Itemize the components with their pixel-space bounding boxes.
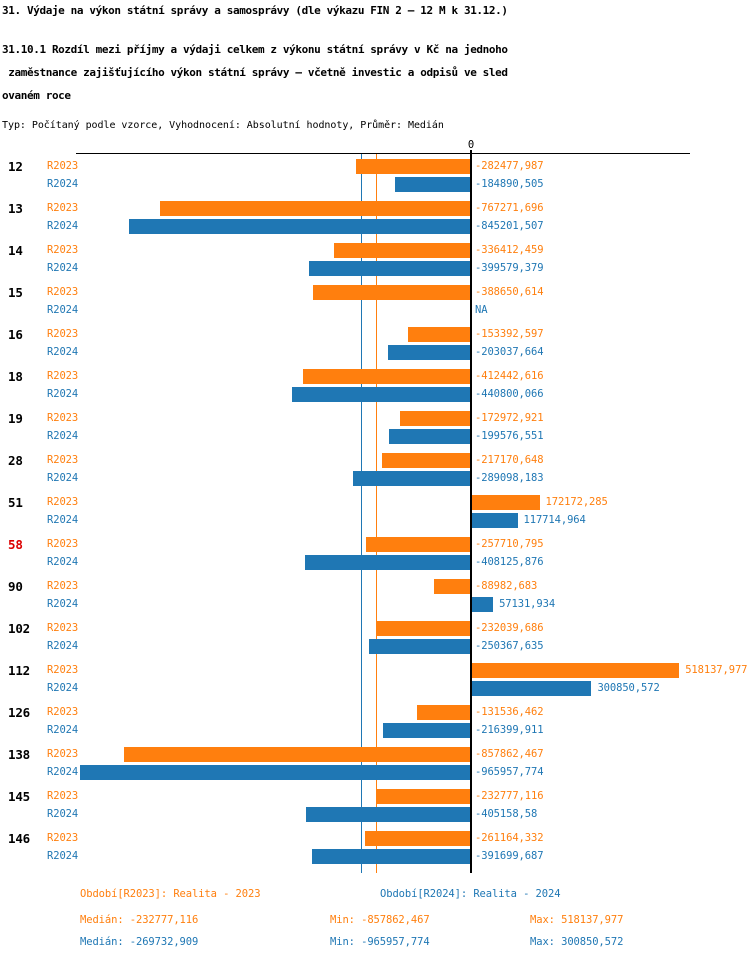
series-label-R2023-16: R2023 xyxy=(47,328,79,340)
series-label-R2024-126: R2024 xyxy=(47,724,79,736)
stat-median-r2024: Medián: -269732,909 xyxy=(80,936,199,948)
series-label-R2023-18: R2023 xyxy=(47,370,79,382)
value-label-R2023-15: -388650,614 xyxy=(475,286,544,298)
value-label-R2024-12: -184890,505 xyxy=(475,178,544,190)
series-label-R2023-19: R2023 xyxy=(47,412,79,424)
bar-R2023-126 xyxy=(417,705,470,720)
category-label-146: 146 xyxy=(8,831,30,846)
series-label-R2023-138: R2023 xyxy=(47,748,79,760)
bar-R2024-51 xyxy=(470,513,518,528)
bar-R2024-145 xyxy=(306,807,470,822)
value-label-R2023-51: 172172,285 xyxy=(545,496,608,508)
category-label-13: 13 xyxy=(8,201,23,216)
series-label-R2023-90: R2023 xyxy=(47,580,79,592)
zero-axis-label: 0 xyxy=(467,139,475,151)
bar-R2024-58 xyxy=(305,555,470,570)
stat-max-r2024: Max: 300850,572 xyxy=(530,936,624,948)
bar-R2024-90 xyxy=(470,597,493,612)
legend-item-r2024: Období[R2024]: Realita - 2024 xyxy=(380,888,561,900)
category-label-112: 112 xyxy=(8,663,30,678)
bar-R2023-12 xyxy=(356,159,470,174)
x-axis-line xyxy=(76,153,690,154)
series-label-R2024-28: R2024 xyxy=(47,472,79,484)
series-label-R2023-12: R2023 xyxy=(47,160,79,172)
series-label-R2024-16: R2024 xyxy=(47,346,79,358)
bar-R2023-16 xyxy=(408,327,470,342)
value-label-R2024-126: -216399,911 xyxy=(475,724,544,736)
value-label-R2024-13: -845201,507 xyxy=(475,220,544,232)
value-label-R2023-145: -232777,116 xyxy=(475,790,544,802)
bar-R2023-18 xyxy=(303,369,470,384)
series-label-R2023-14: R2023 xyxy=(47,244,79,256)
value-label-R2024-146: -391699,687 xyxy=(475,850,544,862)
bar-R2023-90 xyxy=(434,579,470,594)
value-label-R2023-126: -131536,462 xyxy=(475,706,544,718)
series-label-R2024-146: R2024 xyxy=(47,850,79,862)
category-label-16: 16 xyxy=(8,327,23,342)
series-label-R2023-112: R2023 xyxy=(47,664,79,676)
category-label-102: 102 xyxy=(8,621,30,636)
bar-R2024-16 xyxy=(388,345,470,360)
bar-R2024-12 xyxy=(395,177,470,192)
legend-item-r2023: Období[R2023]: Realita - 2023 xyxy=(80,888,261,900)
value-label-R2024-112: 300850,572 xyxy=(597,682,660,694)
bar-R2023-14 xyxy=(334,243,470,258)
series-label-R2024-58: R2024 xyxy=(47,556,79,568)
bar-R2024-138 xyxy=(80,765,470,780)
value-label-R2023-90: -88982,683 xyxy=(475,580,538,592)
category-label-28: 28 xyxy=(8,453,23,468)
value-label-R2023-13: -767271,696 xyxy=(475,202,544,214)
bar-R2023-138 xyxy=(124,747,470,762)
category-label-126: 126 xyxy=(8,705,30,720)
series-label-R2023-145: R2023 xyxy=(47,790,79,802)
value-label-R2024-51: 117714,964 xyxy=(523,514,586,526)
bar-R2024-13 xyxy=(129,219,470,234)
subtitle-line-3: ovaném roce xyxy=(2,89,71,102)
value-label-R2024-90: 57131,934 xyxy=(499,598,556,610)
series-label-R2023-102: R2023 xyxy=(47,622,79,634)
value-label-R2023-112: 518137,977 xyxy=(685,664,748,676)
bar-R2024-28 xyxy=(353,471,470,486)
stat-median-r2023: Medián: -232777,116 xyxy=(80,914,199,926)
bar-R2023-102 xyxy=(376,621,470,636)
value-label-R2023-58: -257710,795 xyxy=(475,538,544,550)
series-label-R2024-14: R2024 xyxy=(47,262,79,274)
bar-R2024-14 xyxy=(309,261,470,276)
bar-R2024-19 xyxy=(389,429,470,444)
value-label-R2023-138: -857862,467 xyxy=(475,748,544,760)
value-label-R2023-19: -172972,921 xyxy=(475,412,544,424)
series-label-R2024-90: R2024 xyxy=(47,598,79,610)
value-label-R2023-146: -261164,332 xyxy=(475,832,544,844)
bar-R2023-58 xyxy=(366,537,470,552)
report-title: 31. Výdaje na výkon státní správy a samosprávy (dle výkazu FIN 2 – 12 M k 31.12.) xyxy=(2,4,508,17)
value-label-R2024-138: -965957,774 xyxy=(475,766,544,778)
bar-R2023-19 xyxy=(400,411,470,426)
series-label-R2024-18: R2024 xyxy=(47,388,79,400)
value-label-R2024-28: -289098,183 xyxy=(475,472,544,484)
subtitle-line-1: 31.10.1 Rozdíl mezi příjmy a výdaji celkem z výkonu státní správy v Kč na jednoho xyxy=(2,43,508,56)
series-label-R2024-102: R2024 xyxy=(47,640,79,652)
category-label-14: 14 xyxy=(8,243,23,258)
category-label-18: 18 xyxy=(8,369,23,384)
series-label-R2024-15: R2024 xyxy=(47,304,79,316)
zero-axis-line xyxy=(470,150,472,873)
bar-R2023-13 xyxy=(160,201,470,216)
stat-min-r2024: Min: -965957,774 xyxy=(330,936,430,948)
subtitle-line-2: zaměstnance zajišťujícího výkon státní správy – včetně investic a odpisů ve sled xyxy=(2,66,508,79)
value-label-R2023-102: -232039,686 xyxy=(475,622,544,634)
bar-R2023-15 xyxy=(313,285,470,300)
value-label-R2023-18: -412442,616 xyxy=(475,370,544,382)
series-label-R2023-15: R2023 xyxy=(47,286,79,298)
bar-R2023-28 xyxy=(382,453,470,468)
value-label-R2023-16: -153392,597 xyxy=(475,328,544,340)
series-label-R2024-13: R2024 xyxy=(47,220,79,232)
category-label-58: 58 xyxy=(8,537,23,552)
value-label-R2023-28: -217170,648 xyxy=(475,454,544,466)
bar-R2023-51 xyxy=(470,495,540,510)
bar-R2023-146 xyxy=(365,831,470,846)
stat-min-r2023: Min: -857862,467 xyxy=(330,914,430,926)
value-label-R2024-14: -399579,379 xyxy=(475,262,544,274)
series-label-R2023-51: R2023 xyxy=(47,496,79,508)
value-label-R2024-58: -408125,876 xyxy=(475,556,544,568)
series-label-R2024-112: R2024 xyxy=(47,682,79,694)
series-label-R2023-146: R2023 xyxy=(47,832,79,844)
category-label-138: 138 xyxy=(8,747,30,762)
series-label-R2023-126: R2023 xyxy=(47,706,79,718)
category-label-145: 145 xyxy=(8,789,30,804)
series-label-R2023-58: R2023 xyxy=(47,538,79,550)
value-label-R2024-102: -250367,635 xyxy=(475,640,544,652)
category-label-90: 90 xyxy=(8,579,23,594)
category-label-19: 19 xyxy=(8,411,23,426)
value-label-R2024-19: -199576,551 xyxy=(475,430,544,442)
value-label-R2024-16: -203037,664 xyxy=(475,346,544,358)
value-label-R2023-14: -336412,459 xyxy=(475,244,544,256)
meta-line: Typ: Počítaný podle vzorce, Vyhodnocení: Absolutní hodnoty, Průměr: Medián xyxy=(2,120,444,131)
series-label-R2024-12: R2024 xyxy=(47,178,79,190)
value-label-R2024-145: -405158,58 xyxy=(475,808,538,820)
series-label-R2024-19: R2024 xyxy=(47,430,79,442)
bar-R2023-145 xyxy=(376,789,470,804)
bar-R2024-146 xyxy=(312,849,470,864)
value-label-R2023-12: -282477,987 xyxy=(475,160,544,172)
category-label-51: 51 xyxy=(8,495,23,510)
bar-R2024-126 xyxy=(383,723,470,738)
series-label-R2023-13: R2023 xyxy=(47,202,79,214)
bar-R2024-112 xyxy=(470,681,591,696)
category-label-15: 15 xyxy=(8,285,23,300)
bar-R2024-102 xyxy=(369,639,470,654)
bar-R2024-18 xyxy=(292,387,470,402)
bar-R2023-112 xyxy=(470,663,679,678)
series-label-R2024-145: R2024 xyxy=(47,808,79,820)
category-label-12: 12 xyxy=(8,159,23,174)
series-label-R2023-28: R2023 xyxy=(47,454,79,466)
value-label-R2024-15: NA xyxy=(475,304,488,316)
series-label-R2024-138: R2024 xyxy=(47,766,79,778)
series-label-R2024-51: R2024 xyxy=(47,514,79,526)
stat-max-r2023: Max: 518137,977 xyxy=(530,914,624,926)
value-label-R2024-18: -440800,066 xyxy=(475,388,544,400)
